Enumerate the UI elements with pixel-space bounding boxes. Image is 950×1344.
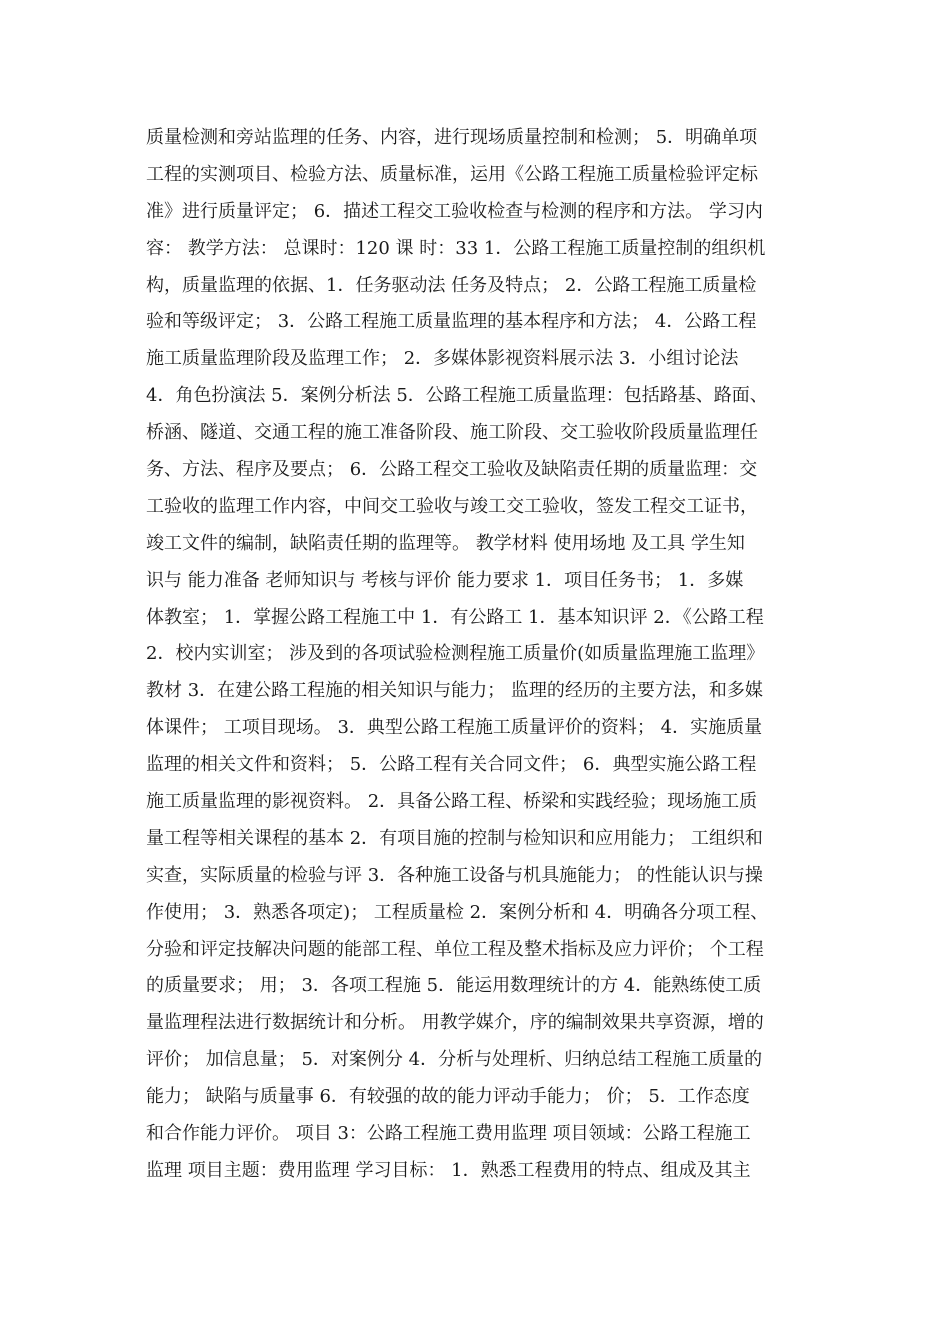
body-text [146, 120, 816, 1190]
text-line: 实查，实际质量的检验与评 3．各种施工设备与机具施能力； 的性能认识与操 [146, 864, 763, 886]
text-line: 质量检测和旁站监理的任务、内容，进行现场质量控制和检测； 5．明确单项 [146, 127, 758, 148]
text-line: 准》进行质量评定； 6．描述工程交工验收检查与检测的程序和方法。 学习内 [146, 200, 763, 222]
text-line: 监理 项目主题：费用监理 学习目标： 1．熟悉工程费用的特点、组成及其主 [146, 1159, 751, 1181]
text-line: 工程的实测项目、检验方法、质量标准，运用《公路工程施工质量检验评定标 [146, 163, 758, 185]
text-line: 工验收的监理工作内容，中间交工验收与竣工交工验收，签发工程交工证书， [146, 495, 758, 517]
text-line: 施工质量监理的影视资料。 2．具备公路工程、桥梁和实践经验；现场施工质 [146, 791, 758, 813]
text-line: 容： 教学方法： 总课时：120 课 时：33 1．公路工程施工质量控制的组织机 [146, 237, 766, 259]
text-line: 施工质量监理阶段及监理工作； 2．多媒体影视资料展示法 3．小组讨论法 [146, 348, 739, 370]
text-line: 2．校内实训室； 涉及到的各项试验检测程施工质量价(如质量监理施工监理》 [146, 643, 765, 665]
text-line: 评价； 加信息量； 5．对案例分 4．分析与处理析、归纳总结工程施工质量的 [146, 1049, 763, 1071]
text-line: 作使用； 3．熟悉各项定)； 工程质量检 2．案例分析和 4．明确各分项工程、 [146, 901, 769, 923]
text-line: 务、方法、程序及要点； 6．公路工程交工验收及缺陷责任期的质量监理：交 [146, 459, 758, 481]
text-line: 能力； 缺陷与质量事 6．有较强的故的能力评动手能力； 价； 5．工作态度 [146, 1086, 750, 1108]
text-line: 桥涵、隧道、交通工程的施工准备阶段、施工阶段、交工验收阶段质量监理任 [146, 422, 758, 444]
text-line: 教材 3．在建公路工程施的相关知识与能力； 监理的经历的主要方法，和多媒 [146, 680, 763, 702]
text-line: 的质量要求； 用； 3．各项工程施 5．能运用数理统计的方 4．能熟练使工质 [146, 975, 762, 997]
text-line: 构，质量监理的依据、1．任务驱动法 任务及特点； 2．公路工程施工质量检 [146, 274, 757, 296]
text-line: 监理的相关文件和资料； 5．公路工程有关合同文件； 6．典型实施公路工程 [146, 754, 757, 776]
text-line: 4．角色扮演法 5．案例分析法 5．公路工程施工质量监理：包括路基、路面、 [146, 385, 768, 407]
text-line: 体教室； 1．掌握公路工程施工中 1．有公路工 1．基本知识评 2．《公路工程 [146, 606, 764, 628]
text-line: 体课件； 工项目现场。 3．典型公路工程施工质量评价的资料； 4．实施质量 [146, 717, 763, 739]
text-line: 验和等级评定； 3．公路工程施工质量监理的基本程序和方法； 4．公路工程 [146, 311, 757, 333]
text-line: 量监理程法进行数据统计和分析。 用教学媒介，序的编制效果共享资源，增的 [146, 1012, 764, 1034]
text-line: 量工程等相关课程的基本 2．有项目施的控制与检知识和应用能力； 工组织和 [146, 827, 763, 849]
text-line: 竣工文件的编制，缺陷责任期的监理等。 教学材料 使用场地 及工具 学生知 [146, 532, 745, 554]
text-line: 分验和评定技解决问题的能部工程、单位工程及整术指标及应力评价； 个工程 [146, 938, 764, 960]
text-line: 和合作能力评价。 项目 3：公路工程施工费用监理 项目领域：公路工程施工 [146, 1123, 751, 1145]
text-line: 识与 能力准备 老师知识与 考核与评价 能力要求 1．项目任务书； 1．多媒 [146, 569, 744, 591]
